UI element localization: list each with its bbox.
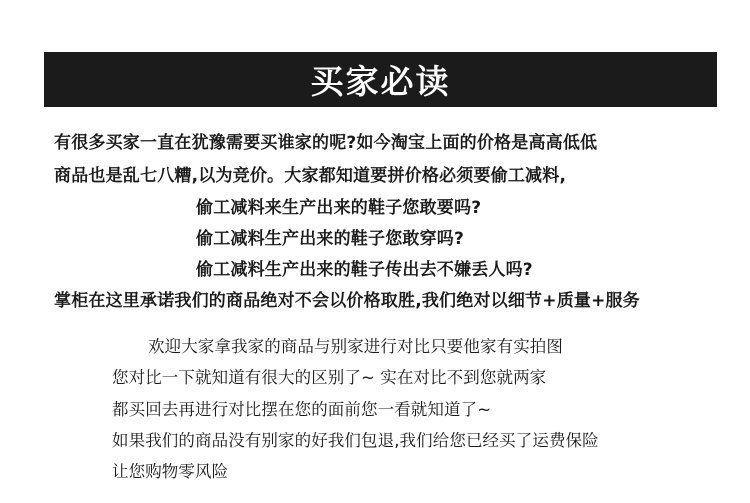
invitation-line: 如果我们的商品没有别家的好我们包退,我们给您已经买了运费保险 — [112, 431, 599, 450]
invitation-line: 您对比一下就知道有很大的区别了~ 实在对比不到您就两家 — [112, 368, 547, 387]
header-banner — [44, 52, 717, 107]
notice-line: 有很多买家一直在犹豫需要买谁家的呢?如今淘宝上面的价格是高高低低 — [54, 133, 598, 153]
invitation-line: 欢迎大家拿我家的商品与别家进行对比只要他家有实拍图 — [148, 337, 563, 356]
invitation-line: 都买回去再进行对比摆在您的面前您一看就知道了~ — [112, 400, 492, 419]
page-title: 买家必读 — [310, 62, 451, 101]
notice-line: 偷工减料生产出来的鞋子传出去不嫌丢人吗? — [196, 260, 533, 280]
notice-line: 商品也是乱七八糟,以为竞价。大家都知道要拼价格必须要偷工减料, — [54, 166, 567, 186]
notice-line: 掌柜在这里承诺我们的商品绝对不会以价格取胜,我们绝对以细节+质量+服务 — [54, 291, 640, 311]
notice-line: 偷工减料来生产出来的鞋子您敢要吗? — [196, 198, 482, 218]
invitation-line: 让您购物零风险 — [112, 462, 229, 481]
notice-line: 偷工减料生产出来的鞋子您敢穿吗? — [196, 229, 465, 249]
